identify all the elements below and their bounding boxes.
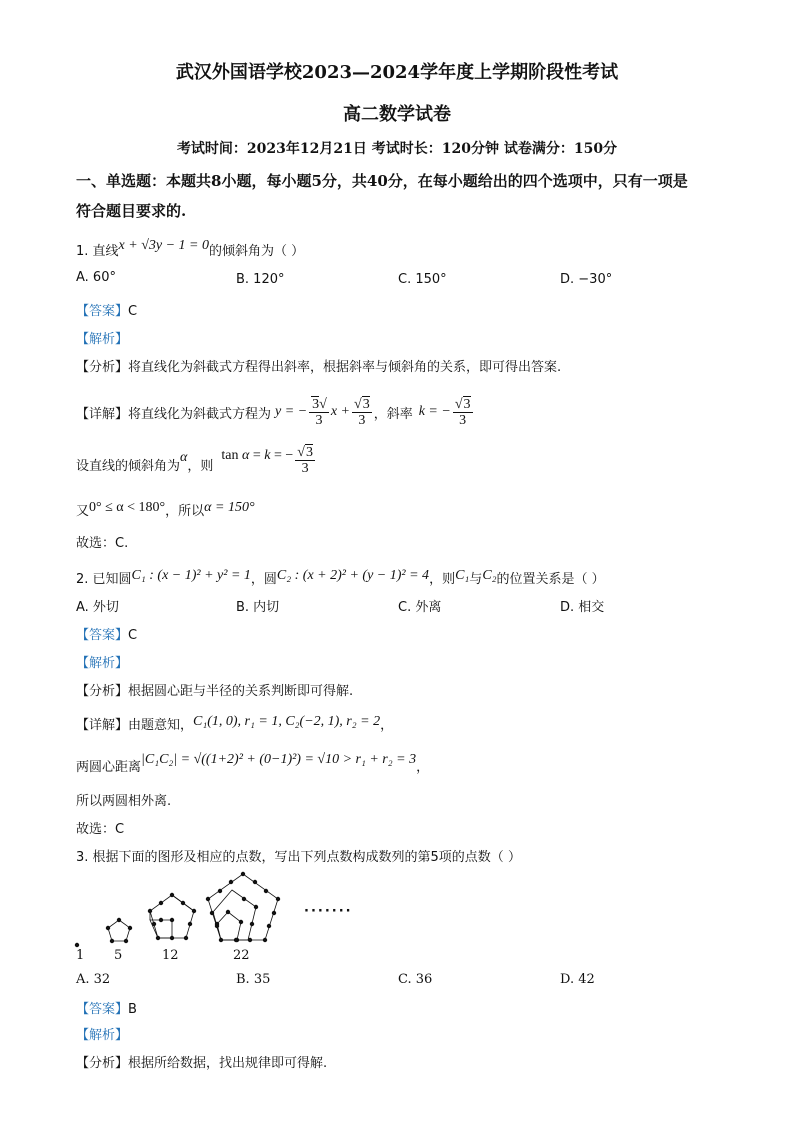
q2-stem: 2. 已知圆C₁ : (x − 1)² + y² = 1，圆C₂ : (x + 2)² + (y − 1)² = 4，则C₁与C₂的位置关系是（ ）: [76, 568, 605, 587]
q1-option-b: B. 120°: [236, 272, 285, 287]
q3-answer: 【答案】B: [76, 1002, 137, 1017]
q2-conclusion-1: 所以两圆相外离.: [76, 794, 172, 809]
q2-option-d: D. 相交: [560, 600, 605, 615]
q1-fenxi: 【分析】将直线化为斜截式方程得出斜率，根据斜率与倾斜角的关系，即可得出答案.: [76, 360, 562, 375]
page-subtitle: 高二数学试卷: [343, 104, 451, 125]
q3-stem: 3. 根据下面的图形及相应的点数，写出下列点数构成数列的第5项的点数（ ）: [76, 850, 521, 865]
fig-label-1: 1: [76, 948, 85, 963]
q1-option-c: C. 150°: [398, 272, 447, 287]
q2-fenxi: 【分析】根据圆心距与半径的关系判断即可得解.: [76, 684, 354, 699]
q1-stem: 1. 直线x + √3y − 1 = 0的倾斜角为（ ）: [76, 238, 305, 259]
q3-option-b: B. 35: [236, 972, 271, 987]
q3-option-a: A. 32: [76, 972, 111, 987]
pentagon-figure-3: [148, 893, 196, 940]
exam-info: 考试时间：2023年12月21日 考试时长：120分钟 试卷满分：150分: [176, 141, 618, 157]
q1-analysis-label: 【解析】: [76, 332, 129, 347]
q1-detail: 【详解】 将直线化为斜截式方程为 y = − $\frac{3√}{3}$ x + $\frac{√3}{3}$ ，斜率 k = − $\frac{√3}{3}$: [76, 396, 471, 428]
q1-option-a: A. 60°: [76, 270, 116, 285]
ellipsis-dots: ·······: [304, 904, 353, 919]
q2-option-c: C. 外离: [398, 600, 442, 615]
q1-option-d: D. −30°: [560, 272, 613, 287]
q1-answer: 【答案】C: [76, 304, 138, 319]
fig-label-2: 5: [114, 948, 123, 963]
q2-answer: 【答案】C: [76, 628, 138, 643]
q3-option-c: C. 36: [398, 972, 433, 987]
page-title: 武汉外国语学校2023—2024学年度上学期阶段性考试: [175, 62, 619, 83]
figure-dot: [75, 943, 79, 947]
q1-line2: 设直线的倾斜角为 α ，则 tan α = k = − $\frac{√3}{3}$: [76, 444, 313, 476]
fig-label-4: 22: [233, 948, 250, 963]
q1-conclusion: 故选：C.: [76, 536, 129, 551]
section-heading: 一、单选题：本题共8小题，每小题5分，共40分，在每小题给出的四个选项中，只有一项是: [76, 172, 688, 190]
q3-option-d: D. 42: [560, 972, 595, 987]
q3-fenxi: 【分析】根据所给数据，找出规律即可得解.: [76, 1056, 328, 1071]
q1-line3: 又0° ≤ α < 180°，所以α = 150°: [76, 500, 255, 519]
q3-analysis-label: 【解析】: [76, 1028, 129, 1043]
q2-detail: 【详解】由题意知，C₁(1, 0), r₁ = 1, C₂(−2, 1), r₂ = 2，: [76, 714, 394, 733]
pentagon-figure-4: [206, 872, 280, 942]
q2-distance: 两圆心距离|C₁C₂| = √((1+2)² + (0−1)²) = √10 > r₁ + r₂ = 3，: [76, 752, 430, 775]
q2-option-a: A. 外切: [76, 600, 119, 615]
fig-label-3: 12: [162, 948, 179, 963]
q2-conclusion-2: 故选：C: [76, 822, 125, 837]
section-heading-cont: 符合题目要求的.: [76, 202, 187, 220]
answer-label: 【答案】: [76, 304, 129, 319]
q2-analysis-label: 【解析】: [76, 656, 129, 671]
pentagon-figure-2: [106, 918, 132, 943]
q2-option-b: B. 内切: [236, 600, 280, 615]
